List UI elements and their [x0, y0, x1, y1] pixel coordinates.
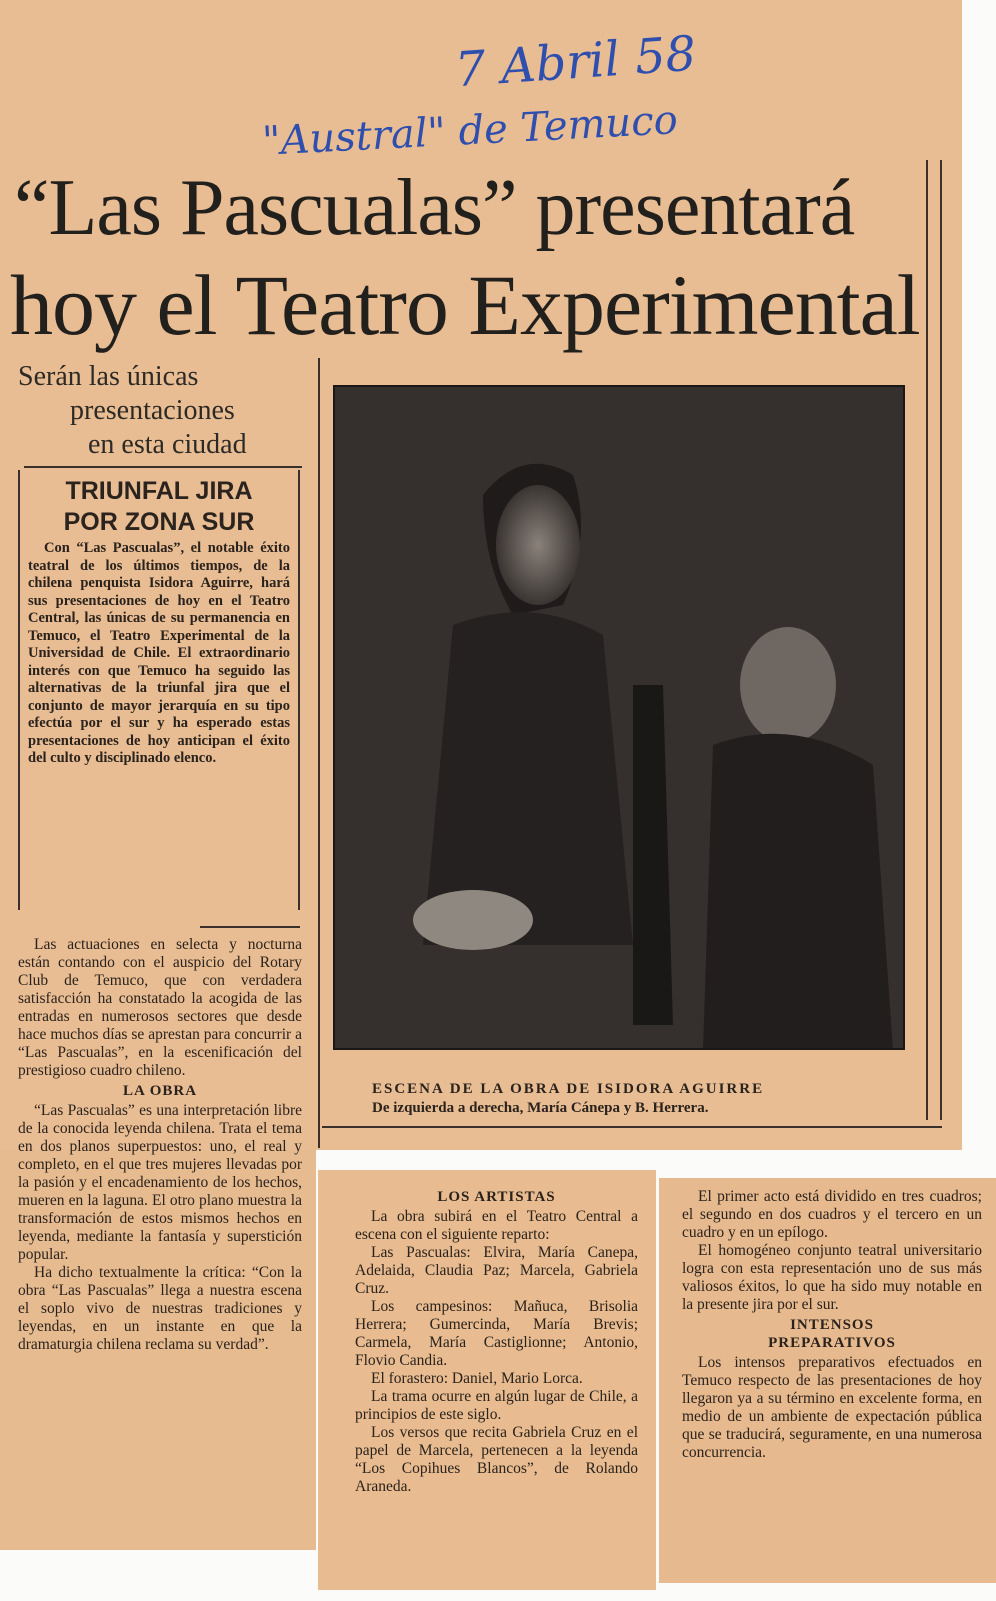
- caption-line-2: De izquierda a derecha, María Cánepa y B. Herrera.: [372, 1100, 709, 1116]
- caption-line-1: ESCENA DE LA OBRA DE ISIDORA AGUIRRE: [372, 1081, 765, 1097]
- scene-photo-image: [333, 385, 905, 1050]
- subheadline: [18, 360, 318, 462]
- box-bottom-rule: [200, 926, 300, 928]
- middle-column-paragraph-3: Los campesinos: Mañuca, Brisolia Herrera; Gumercinda, María Brevis; Carmela, María Castiglionne; Antonio, Flovio Candia.: [355, 1298, 638, 1369]
- right-column-paragraph-2: El homogéneo conjunto teatral universitario logra con esta representación uno de sus más valiosos éxitos, lo que ha sido muy notable en la presente jira por el sur.: [682, 1242, 982, 1313]
- middle-column-paragraph-2: Las Pascualas: Elvira, María Canepa, Adelaida, Claudia Paz; Marcela, Gabriela Cruz.: [355, 1244, 638, 1297]
- middle-column-paragraph-1: La obra subirá en el Teatro Central a escena con el siguiente reparto:: [355, 1208, 638, 1243]
- middle-column: [355, 1186, 638, 1496]
- box-left-rule: [18, 470, 20, 910]
- middle-column-paragraph-4: El forastero: Daniel, Mario Lorca.: [371, 1370, 583, 1387]
- right-column: [682, 1188, 982, 1462]
- right-column-paragraph-1: El primer acto está dividido en tres cuadros; el segundo en dos cuadros y el tercero en un cuadro y en un epílogo.: [682, 1188, 982, 1241]
- left-column-paragraph-3: Ha dicho textualmente la crítica: “Con la obra “Las Pascualas” llega a nuestra escena el soplo vivo de nuestras tradiciones y leyendas, en un instante en que la dramaturgia chilena reclama su verdad”.: [18, 1264, 302, 1353]
- border-rule-right: [926, 160, 928, 1120]
- right-column-paragraph-3: Los intensos preparativos efectuados en Temuco respecto de las presentaciones de hoy llegaron ya a su término en excelente forma, en medio de un ambiente de expectación pública que se traducirá, seguramente, en una numerosa concurrencia.: [682, 1354, 982, 1461]
- subhead-preparativos: PREPARATIVOS: [768, 1335, 896, 1351]
- border-rule-right-outer: [940, 160, 942, 1120]
- column-rule: [318, 358, 320, 1148]
- left-column-paragraph-1: Las actuaciones en selecta y nocturna están contando con el auspicio del Rotary Club de Temuco, que con verdadera satisfacción ha constatado la acogida de las entradas en numerosos sectores que desde hace muchos días se aprestan para concurrir a “Las Pascualas”, en la escenificación del prestigioso cuadro chileno.: [18, 936, 302, 1079]
- subheadline-line-2: presentaciones: [70, 395, 235, 426]
- box-title-line-2: POR ZONA SUR: [63, 508, 255, 536]
- handwritten-date: 7 Abril 58: [453, 25, 698, 99]
- subheadline-line-3: en esta ciudad: [88, 429, 247, 460]
- middle-column-paragraph-6: Los versos que recita Gabriela Cruz en el papel de Marcela, pertenecen a la leyenda “Los Copihues Blancos”, de Rolando Araneda.: [355, 1424, 638, 1495]
- box-right-rule: [298, 470, 300, 910]
- headline-line-1: “Las Pascualas” presentará: [14, 164, 855, 252]
- left-column: [18, 936, 302, 1354]
- subhead-la-obra: LA OBRA: [122, 1083, 198, 1099]
- box-title: [24, 476, 294, 538]
- left-column-paragraph-2: “Las Pascualas” es una interpretación libre de la conocida leyenda chilena. Trata el tema en dos planos superpuestos: uno, el real y completo, en el que tres mujeres llevadas por la pasión y el encadenamiento de los hechos, mueren en la laguna. El otro plano muestra la transformación de estos mismos hechos en leyenda, mediante la fantasía y superstición popular.: [18, 1102, 302, 1263]
- photo-caption: [372, 1080, 912, 1118]
- headline-line-2: hoy el Teatro Experimental: [10, 257, 920, 353]
- subhead-los-artistas: LOS ARTISTAS: [437, 1189, 556, 1205]
- scene-photo: [333, 385, 905, 1050]
- box-title-line-1: TRIUNFAL JIRA: [65, 477, 253, 505]
- caption-rule: [322, 1126, 942, 1128]
- subheadline-line-1: Serán las únicas: [18, 361, 199, 392]
- box-top-rule: [24, 466, 302, 468]
- subhead-intensos: INTENSOS: [790, 1317, 874, 1333]
- box-text: [28, 540, 290, 768]
- box-paragraph: Con “Las Pascualas”, el notable éxito teatral de los últimos tiempos, de la chilena penquista Isidora Aguirre, hará sus presentaciones de hoy en el Teatro Central, las únicas de su permanencia en Temuco, el Teatro Experimental de la Universidad de Chile. El extraordinario interés con que Temuco ha seguido las alternativas de la triunfal jira que el conjunto de mayor jerarquía en su tipo efectúa por el sur y ha esperado estas presentaciones de hoy anticipan el éxito del culto y disciplinado elenco.: [28, 540, 290, 766]
- middle-column-paragraph-5: La trama ocurre en algún lugar de Chile, a principios de este siglo.: [355, 1388, 638, 1423]
- handwritten-source: "Austral" de Temuco: [261, 97, 679, 165]
